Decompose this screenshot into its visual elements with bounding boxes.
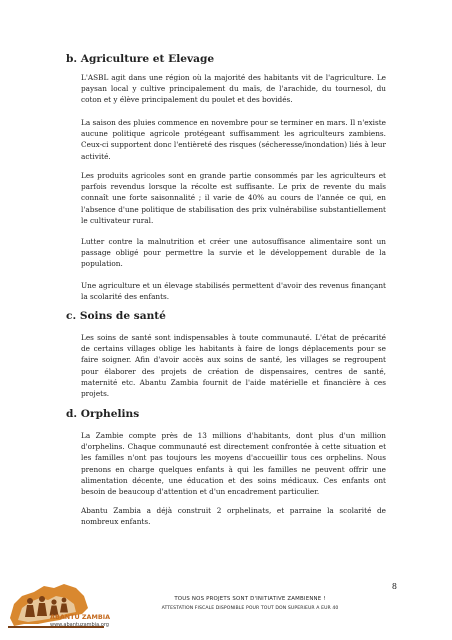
heading-orphelins: d. Orphelins [66,408,140,420]
paragraph-agriculture-5: Une agriculture et un élevage stabilisés permettent d'avoir des revenus finançant la scolarité des enfants. [81,281,386,302]
paragraph-agriculture-4: Lutter contre la malnutrition et créer une autosuffisance alimentaire sont un passage obligé pour permettre la survie et le développement durable de la population. [81,237,386,269]
footer-line-2: ATTESTATION FISCALE DISPONIBLE POUR TOUT DON SUPERIEUR A EUR 40 [161,606,339,611]
paragraph-agriculture-2: La saison des pluies commence en novembre pour se terminer en mars. Il n'existe aucune politique agricole protégeant suffisamment les agriculteurs zambiens. Ceux-ci supportent donc l'entièreté des risques (sécheresse/inondation) liés à leur activité. [81,118,386,161]
heading-agriculture: b. Agriculture et Elevage [66,53,215,65]
paragraph-sante-1: Les soins de santé sont indispensables à toute communauté. L'état de précarité de certains villages oblige les habitants à faire de longs déplacements pour se faire soigner. Afin d'avoir accès aux soins de santé, les villages se regroupent pour élaborer des projets de création de dispensaires, centres de santé, maternité etc. Abantu Zambia fournit de l'aide matérielle et financière à ces projets. [81,333,386,399]
paragraph-agriculture-1: L'ASBL agit dans une région où la majorité des habitants vit de l'agriculture. Le paysan local y cultive principalement du maïs, de l'arachide, du tournesol, du coton et y élève principalement du poulet et des bovidés. [81,73,386,105]
heading-soins-de-sante: c. Soins de santé [66,310,166,322]
abantu-zambia-logo [4,574,112,638]
footer-line-1: TOUS NOS PROJETS SONT D'INITIATIVE ZAMBIENNE ! [174,596,326,602]
paragraph-orphelins-1: La Zambie compte près de 13 millions d'habitants, dont plus d'un million d'orphelins. Chaque communauté est directement confrontée à cette situation et les familles n'ont pas toujours les moyens d'accueillir tous ces orphelins. Nous prenons en charge quelques enfants à qui les familles ne peuvent offrir une alimentation décente, une éducation et des soins médicaux. Ces enfants ont besoin de beaucoup d'attention et d'un encadrement particulier. [81,431,386,497]
paragraph-agriculture-3: Les produits agricoles sont en grande partie consommés par les agriculteurs et parfois revendus lorsque la récolte est suffisante. Le prix de revente du maïs connaît une forte saisonnalité ; il varie de 40% au cours de l'année ce qui, en l'absence d'une politique de stabilisation des prix vulnérabilise substantiellement le cultivateur rural. [81,171,386,225]
logo-name: ABANTU ZAMBIA [50,613,111,621]
paragraph-orphelins-2: Abantu Zambia a déjà construit 2 orphelinats, et parraine la scolarité de nombreux enfants. [81,506,386,527]
page-number: 8 [391,582,397,591]
logo-url: www.abantuzambia.org [50,622,109,628]
